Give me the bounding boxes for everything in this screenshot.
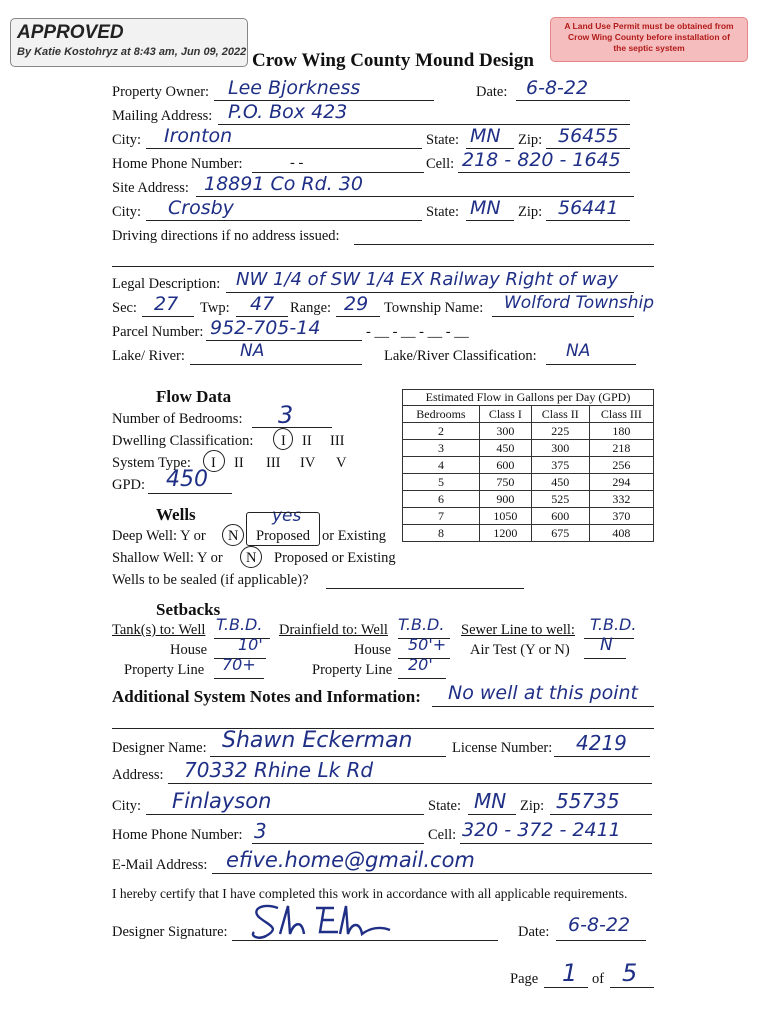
air-test-value: N	[600, 635, 613, 655]
additional-notes-value: No well at this point	[448, 682, 638, 704]
designer-signature	[244, 900, 394, 944]
designer-state-label: State:	[428, 798, 462, 814]
designer-cell-value: 320 - 372 - 2411	[462, 819, 621, 841]
designer-signature-label: Designer Signature:	[112, 924, 228, 940]
city-label: City:	[112, 132, 142, 148]
table-cell: 8	[403, 525, 480, 542]
deep-well-note: yes	[272, 506, 302, 526]
table-row	[403, 474, 654, 491]
selection-circle	[222, 524, 244, 546]
table-cell: 2	[403, 423, 480, 440]
range-value: 29	[344, 293, 369, 315]
home-phone-value: - -	[290, 155, 304, 171]
tank-well-label: Tank(s) to: Well	[112, 622, 206, 638]
designer-zip-label: Zip:	[520, 798, 545, 814]
parcel-number-value: 952-705-14	[210, 317, 321, 339]
permit-note-line: the septic system	[613, 43, 685, 53]
property-owner-label: Property Owner:	[112, 84, 210, 100]
table-header: Class II	[531, 406, 589, 423]
shallow-well-label: Shallow Well: Y or	[112, 550, 223, 566]
page-label: Page	[510, 971, 539, 987]
table-cell: 300	[479, 423, 531, 440]
dwelling-option: I	[281, 433, 286, 449]
township-name-label: Township Name:	[384, 300, 484, 316]
dwelling-option: II	[302, 433, 312, 449]
site-city-value: Crosby	[168, 197, 234, 219]
drainfield-well-label: Drainfield to: Well	[279, 622, 388, 638]
deep-well-proposed: Proposed	[256, 528, 310, 544]
table-row	[403, 491, 654, 508]
table-row	[403, 423, 654, 440]
gpd-table-caption: Estimated Flow in Gallons per Day (GPD)	[403, 390, 654, 406]
sec-value: 27	[154, 293, 179, 315]
site-city-label: City:	[112, 204, 142, 220]
tank-house-value: 10'	[238, 635, 263, 654]
license-number-label: License Number:	[452, 740, 553, 756]
table-cell: 450	[531, 474, 589, 491]
table-cell: 1050	[479, 508, 531, 525]
sec-label: Sec:	[112, 300, 137, 316]
drainfield-house-value: 50'+	[408, 635, 447, 654]
approved-stamp	[10, 18, 248, 67]
table-cell: 256	[589, 457, 653, 474]
property-owner-value: Lee Bjorkness	[228, 77, 361, 99]
air-test-label: Air Test (Y or N)	[470, 642, 570, 658]
table-cell: 218	[589, 440, 653, 457]
table-cell: 750	[479, 474, 531, 491]
signature-date-value: 6-8-22	[568, 914, 631, 936]
lake-class-label: Lake/River Classification:	[384, 348, 537, 364]
designer-name-label: Designer Name:	[112, 740, 207, 756]
system-option: IV	[300, 455, 316, 471]
gpd-value: 450	[166, 467, 208, 492]
lake-river-label: Lake/ River:	[112, 348, 185, 364]
table-cell: 370	[589, 508, 653, 525]
table-cell: 900	[479, 491, 531, 508]
site-state-label: State:	[426, 204, 460, 220]
tank-house-label: House	[170, 642, 208, 658]
range-label: Range:	[290, 300, 332, 316]
dwelling-class-label: Dwelling Classification:	[112, 433, 254, 449]
table-cell: 3	[403, 440, 480, 457]
date-value: 6-8-22	[526, 77, 589, 99]
table-header: Class III	[589, 406, 653, 423]
email-value: efive.home@gmail.com	[226, 848, 475, 872]
lake-class-value: NA	[566, 341, 591, 361]
system-option: I	[211, 455, 216, 471]
designer-zip-value: 55735	[556, 789, 620, 813]
table-cell: 300	[531, 440, 589, 457]
license-number-value: 4219	[576, 731, 627, 755]
approved-text: APPROVED	[17, 22, 124, 43]
city-value: Ironton	[164, 125, 233, 147]
email-label: E-Mail Address:	[112, 857, 208, 873]
table-cell: 6	[403, 491, 480, 508]
zip-label: Zip:	[518, 132, 543, 148]
shallow-well-n: N	[246, 550, 257, 566]
table-cell: 332	[589, 491, 653, 508]
sewer-line-label: Sewer Line to well:	[461, 622, 575, 638]
designer-cell-label: Cell:	[428, 827, 457, 843]
site-zip-value: 56441	[558, 197, 619, 219]
twp-label: Twp:	[200, 300, 230, 316]
table-cell: 4	[403, 457, 480, 474]
gpd-table	[402, 389, 654, 542]
table-cell: 5	[403, 474, 480, 491]
table-header: Class I	[479, 406, 531, 423]
table-cell: 294	[589, 474, 653, 491]
selection-circle	[240, 546, 262, 568]
table-row	[403, 525, 654, 542]
system-option: III	[266, 455, 281, 471]
site-address-label: Site Address:	[112, 180, 189, 196]
designer-city-value: Finlayson	[172, 789, 272, 813]
table-cell: 375	[531, 457, 589, 474]
cell-value: 218 - 820 - 1645	[462, 149, 621, 171]
selection-circle	[273, 428, 293, 450]
signature-date-label: Date:	[518, 924, 550, 940]
table-row	[403, 457, 654, 474]
designer-address-label: Address:	[112, 767, 164, 783]
table-cell: 525	[531, 491, 589, 508]
table-cell: 600	[479, 457, 531, 474]
legal-description-label: Legal Description:	[112, 276, 221, 292]
designer-address-value: 70332 Rhine Lk Rd	[184, 758, 374, 782]
table-cell: 7	[403, 508, 480, 525]
twp-value: 47	[250, 293, 275, 315]
table-cell: 450	[479, 440, 531, 457]
drainfield-property-line-value: 20'	[408, 655, 433, 674]
site-zip-label: Zip:	[518, 204, 543, 220]
table-cell: 225	[531, 423, 589, 440]
bedrooms-value: 3	[278, 401, 294, 429]
sewer-line-value: T.B.D.	[590, 615, 637, 634]
tank-property-line-value: 70+	[222, 655, 256, 674]
table-cell: 408	[589, 525, 653, 542]
drainfield-house-label: House	[354, 642, 392, 658]
system-option: II	[234, 455, 244, 471]
designer-home-phone-label: Home Phone Number:	[112, 827, 243, 843]
page-total: 5	[622, 959, 638, 987]
system-option: V	[336, 455, 347, 471]
state-value: MN	[470, 125, 501, 147]
lake-river-value: NA	[240, 341, 265, 361]
designer-home-phone-value: 3	[254, 819, 267, 843]
dwelling-option: III	[330, 433, 345, 449]
parcel-number-label: Parcel Number:	[112, 324, 204, 340]
page-of-label: of	[592, 971, 605, 987]
drainfield-well-value: T.B.D.	[398, 615, 445, 634]
township-name-value: Wolford Township	[504, 293, 655, 313]
system-type-label: System Type:	[112, 455, 191, 471]
shallow-well-options: Proposed or Existing	[274, 550, 396, 566]
tank-well-value: T.B.D.	[216, 615, 263, 634]
mailing-address-value: P.O. Box 423	[228, 101, 348, 123]
permit-note-line: A Land Use Permit must be obtained from	[564, 21, 734, 31]
page-number: 1	[562, 959, 578, 987]
certification-statement: I hereby certify that I have completed this work in accordance with all applicable requirements.	[112, 886, 628, 901]
deep-well-label: Deep Well: Y or	[112, 528, 206, 544]
tank-property-line-label: Property Line	[124, 662, 205, 678]
setbacks-heading: Setbacks	[156, 600, 221, 619]
site-address-value: 18891 Co Rd. 30	[204, 173, 363, 195]
approved-by-text: By Katie Kostohryz at 8:43 am, Jun 09, 2022	[17, 46, 247, 58]
bedrooms-label: Number of Bedrooms:	[112, 411, 243, 427]
designer-state-value: MN	[474, 789, 507, 813]
flow-data-heading: Flow Data	[156, 387, 232, 406]
drainfield-property-line-label: Property Line	[312, 662, 393, 678]
date-label: Date:	[476, 84, 508, 100]
wells-heading: Wells	[156, 505, 196, 524]
home-phone-label: Home Phone Number:	[112, 156, 243, 172]
table-cell: 1200	[479, 525, 531, 542]
table-row	[403, 508, 654, 525]
gpd-label: GPD:	[112, 477, 146, 493]
parcel-number-tail: - __ - __ - __ - __	[366, 324, 469, 340]
deep-well-n: N	[228, 528, 239, 544]
designer-name-value: Shawn Eckerman	[222, 728, 413, 753]
table-cell: 600	[531, 508, 589, 525]
deep-well-existing: or Existing	[322, 528, 387, 544]
designer-city-label: City:	[112, 798, 142, 814]
legal-description-value: NW 1/4 of SW 1/4 EX Railway Right of way	[236, 269, 619, 290]
form-title: Crow Wing County Mound Design	[252, 50, 534, 71]
permit-note-stamp	[550, 17, 748, 62]
zip-value: 56455	[558, 125, 619, 147]
mailing-address-label: Mailing Address:	[112, 108, 213, 124]
permit-note-line: Crow Wing County before installation of	[568, 32, 730, 42]
table-cell: 675	[531, 525, 589, 542]
table-header: Bedrooms	[403, 406, 480, 423]
wells-sealed-label: Wells to be sealed (if applicable)?	[112, 572, 309, 588]
driving-directions-label: Driving directions if no address issued:	[112, 228, 340, 244]
table-cell: 180	[589, 423, 653, 440]
cell-label: Cell:	[426, 156, 455, 172]
table-row	[403, 440, 654, 457]
additional-notes-label: Additional System Notes and Information:	[112, 687, 421, 706]
site-state-value: MN	[470, 197, 501, 219]
state-label: State:	[426, 132, 460, 148]
